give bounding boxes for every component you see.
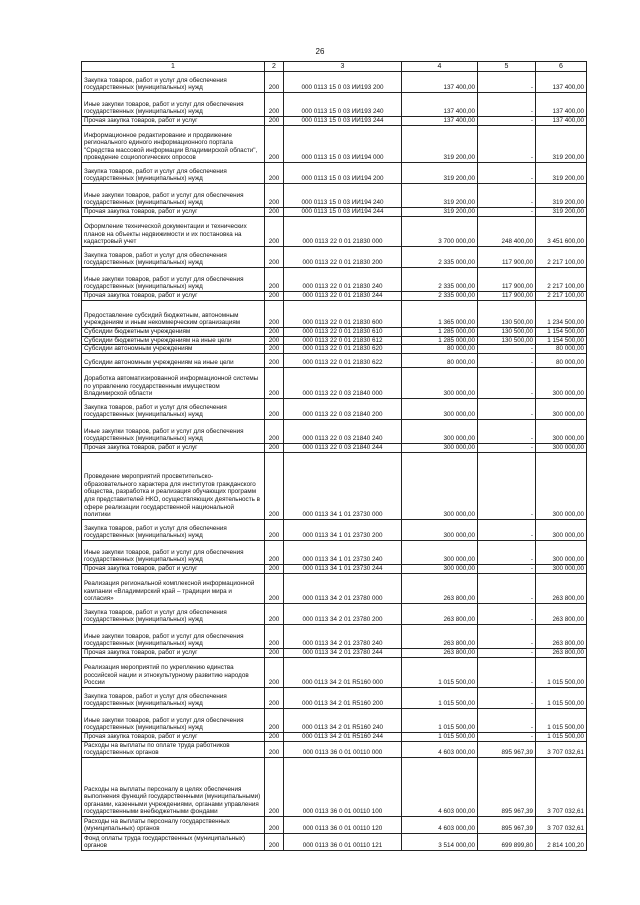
cell-description: Субсидии бюджетным учреждениям на иные цели	[82, 336, 265, 345]
cell-remaining-amount: 3 707 032,61	[536, 816, 587, 833]
cell-approved-amount: 319 200,00	[402, 208, 478, 217]
cell-description: Доработка автоматизированной информационной системы по управлению государственным имуществом Владимирской области	[82, 367, 265, 398]
cell-approved-amount: 263 800,00	[402, 648, 478, 657]
cell-executed-amount: -	[478, 657, 536, 687]
cell-remaining-amount: 1 015 500,00	[536, 687, 587, 708]
cell-remaining-amount: 319 200,00	[536, 184, 587, 208]
cell-budget-code: 000 0113 15 0 03 ИИ194 244	[284, 208, 402, 217]
table-row	[82, 540, 587, 564]
cell-executed-amount: -	[478, 519, 536, 540]
cell-approved-amount: 4 603 000,00	[402, 757, 478, 816]
table-row	[82, 419, 587, 443]
cell-approved-amount: 2 335 000,00	[402, 292, 478, 301]
cell-line-code: 200	[265, 336, 284, 345]
cell-approved-amount: 263 800,00	[402, 573, 478, 603]
cell-approved-amount: 263 800,00	[402, 624, 478, 648]
table-row	[82, 184, 587, 208]
cell-executed-amount: -	[478, 564, 536, 573]
table-row	[82, 126, 587, 163]
table-row	[82, 657, 587, 687]
cell-approved-amount: 137 400,00	[402, 93, 478, 117]
table-body	[82, 72, 587, 851]
cell-line-code: 200	[265, 292, 284, 301]
cell-remaining-amount: 137 400,00	[536, 72, 587, 93]
cell-remaining-amount: 80 000,00	[536, 345, 587, 354]
cell-description: Закупка товаров, работ и услуг для обеспечения государственных (муниципальных) нужд	[82, 398, 265, 419]
cell-line-code: 200	[265, 367, 284, 398]
table-row	[82, 519, 587, 540]
cell-remaining-amount: 300 000,00	[536, 519, 587, 540]
table-row	[82, 398, 587, 419]
cell-executed-amount: 117 900,00	[478, 247, 536, 268]
cell-line-code: 200	[265, 163, 284, 184]
header-col-3: 3	[284, 62, 402, 72]
cell-approved-amount: 1 285 000,00	[402, 328, 478, 337]
cell-remaining-amount: 300 000,00	[536, 398, 587, 419]
table-row	[82, 301, 587, 328]
cell-line-code: 200	[265, 117, 284, 126]
cell-remaining-amount: 1 154 500,00	[536, 336, 587, 345]
table-row	[82, 72, 587, 93]
cell-description: Прочая закупка товаров, работ и услуг	[82, 292, 265, 301]
cell-line-code: 200	[265, 217, 284, 247]
table-row	[82, 208, 587, 217]
table-row	[82, 217, 587, 247]
cell-line-code: 200	[265, 519, 284, 540]
cell-line-code: 200	[265, 93, 284, 117]
cell-executed-amount: -	[478, 184, 536, 208]
cell-approved-amount: 1 015 500,00	[402, 708, 478, 732]
cell-remaining-amount: 300 000,00	[536, 419, 587, 443]
cell-budget-code: 000 0113 34 2 01 R5160 244	[284, 732, 402, 741]
cell-budget-code: 000 0113 34 1 01 23730 240	[284, 540, 402, 564]
cell-budget-code: 000 0113 34 2 01 R5160 200	[284, 687, 402, 708]
cell-line-code: 200	[265, 657, 284, 687]
table-row	[82, 336, 587, 345]
cell-description: Прочая закупка товаров, работ и услуг	[82, 648, 265, 657]
cell-description: Прочая закупка товаров, работ и услуг	[82, 117, 265, 126]
cell-executed-amount: 895 967,39	[478, 816, 536, 833]
cell-executed-amount: 699 899,80	[478, 833, 536, 850]
cell-executed-amount: -	[478, 732, 536, 741]
table-row	[82, 648, 587, 657]
cell-remaining-amount: 319 200,00	[536, 208, 587, 217]
cell-budget-code: 000 0113 36 0 01 00110 100	[284, 757, 402, 816]
cell-executed-amount: -	[478, 367, 536, 398]
cell-budget-code: 000 0113 34 1 01 23730 000	[284, 452, 402, 519]
cell-budget-code: 000 0113 15 0 03 ИИ193 244	[284, 117, 402, 126]
cell-description: Фонд оплаты труда государственных (муниципальных) органов	[82, 833, 265, 850]
cell-executed-amount: 117 900,00	[478, 268, 536, 292]
cell-line-code: 200	[265, 732, 284, 741]
cell-approved-amount: 137 400,00	[402, 72, 478, 93]
cell-line-code: 200	[265, 398, 284, 419]
cell-remaining-amount: 300 000,00	[536, 452, 587, 519]
cell-executed-amount: 130 500,00	[478, 336, 536, 345]
cell-line-code: 200	[265, 833, 284, 850]
cell-approved-amount: 4 603 000,00	[402, 816, 478, 833]
cell-line-code: 200	[265, 208, 284, 217]
header-col-6: 6	[536, 62, 587, 72]
cell-budget-code: 000 0113 22 0 03 21840 200	[284, 398, 402, 419]
table-row	[82, 292, 587, 301]
cell-approved-amount: 80 000,00	[402, 345, 478, 354]
table-row	[82, 452, 587, 519]
cell-budget-code: 000 0113 22 0 01 21830 244	[284, 292, 402, 301]
cell-approved-amount: 319 200,00	[402, 184, 478, 208]
table-row	[82, 816, 587, 833]
cell-line-code: 200	[265, 757, 284, 816]
cell-approved-amount: 300 000,00	[402, 564, 478, 573]
cell-line-code: 200	[265, 603, 284, 624]
cell-line-code: 200	[265, 540, 284, 564]
cell-approved-amount: 1 015 500,00	[402, 657, 478, 687]
cell-description: Закупка товаров, работ и услуг для обеспечения государственных (муниципальных) нужд	[82, 687, 265, 708]
cell-executed-amount: -	[478, 443, 536, 452]
cell-description: Иные закупки товаров, работ и услуг для обеспечения государственных (муниципальных) нужд	[82, 708, 265, 732]
cell-remaining-amount: 2 217 100,00	[536, 292, 587, 301]
cell-executed-amount: 130 500,00	[478, 301, 536, 328]
table-row	[82, 345, 587, 354]
cell-line-code: 200	[265, 328, 284, 337]
cell-approved-amount: 1 365 000,00	[402, 301, 478, 328]
cell-approved-amount: 263 800,00	[402, 603, 478, 624]
cell-executed-amount: -	[478, 419, 536, 443]
cell-description: Расходы на выплаты персоналу государственных (муниципальных) органов	[82, 816, 265, 833]
cell-remaining-amount: 263 800,00	[536, 624, 587, 648]
cell-budget-code: 000 0113 22 0 03 21840 000	[284, 367, 402, 398]
cell-description: Информационное редактирование и продвижение регионального единого информационного портала "Средства массовой информации Владимирской области", проведение социологических опросов	[82, 126, 265, 163]
cell-budget-code: 000 0113 22 0 01 21830 622	[284, 353, 402, 367]
cell-remaining-amount: 1 154 500,00	[536, 328, 587, 337]
cell-remaining-amount: 3 451 600,00	[536, 217, 587, 247]
cell-description: Иные закупки товаров, работ и услуг для обеспечения государственных (муниципальных) нужд	[82, 419, 265, 443]
table-row	[82, 708, 587, 732]
cell-line-code: 200	[265, 624, 284, 648]
cell-budget-code: 000 0113 15 0 03 ИИ194 240	[284, 184, 402, 208]
cell-description: Предоставление субсидий бюджетным, автономным учреждениям и иным некоммерческим организациям	[82, 301, 265, 328]
cell-approved-amount: 4 603 000,00	[402, 741, 478, 757]
cell-executed-amount: -	[478, 687, 536, 708]
cell-line-code: 200	[265, 443, 284, 452]
cell-approved-amount: 3 514 000,00	[402, 833, 478, 850]
table-row	[82, 732, 587, 741]
cell-description: Расходы на выплаты по оплате труда работников государственных органов	[82, 741, 265, 757]
header-col-5: 5	[478, 62, 536, 72]
table-row	[82, 247, 587, 268]
cell-approved-amount: 300 000,00	[402, 443, 478, 452]
cell-line-code: 200	[265, 247, 284, 268]
cell-remaining-amount: 2 814 100,20	[536, 833, 587, 850]
cell-description: Иные закупки товаров, работ и услуг для обеспечения государственных (муниципальных) нужд	[82, 540, 265, 564]
cell-description: Проведение мероприятий просветительско-образовательного характера для институтов гражданского общества, разработка и реализация обучающих программ для представителей НКО, осуществляющих деятельность в сфере реализации государственной национальной политики	[82, 452, 265, 519]
cell-line-code: 200	[265, 353, 284, 367]
cell-executed-amount: -	[478, 398, 536, 419]
cell-approved-amount: 300 000,00	[402, 398, 478, 419]
cell-line-code: 200	[265, 687, 284, 708]
table-row	[82, 117, 587, 126]
cell-executed-amount: -	[478, 163, 536, 184]
cell-budget-code: 000 0113 22 0 03 21840 240	[284, 419, 402, 443]
cell-line-code: 200	[265, 564, 284, 573]
cell-description: Иные закупки товаров, работ и услуг для обеспечения государственных (муниципальных) нужд	[82, 624, 265, 648]
cell-budget-code: 000 0113 22 0 01 21830 600	[284, 301, 402, 328]
cell-approved-amount: 1 015 500,00	[402, 732, 478, 741]
table-row	[82, 93, 587, 117]
cell-remaining-amount: 263 800,00	[536, 603, 587, 624]
cell-executed-amount: -	[478, 72, 536, 93]
cell-remaining-amount: 319 200,00	[536, 126, 587, 163]
cell-remaining-amount: 1 015 500,00	[536, 657, 587, 687]
cell-executed-amount: 248 400,00	[478, 217, 536, 247]
cell-budget-code: 000 0113 15 0 03 ИИ194 000	[284, 126, 402, 163]
cell-description: Иные закупки товаров, работ и услуг для обеспечения государственных (муниципальных) нужд	[82, 184, 265, 208]
cell-budget-code: 000 0113 22 0 01 21830 612	[284, 336, 402, 345]
cell-description: Закупка товаров, работ и услуг для обеспечения государственных (муниципальных) нужд	[82, 72, 265, 93]
table-row	[82, 268, 587, 292]
cell-approved-amount: 2 335 000,00	[402, 268, 478, 292]
cell-approved-amount: 1 285 000,00	[402, 336, 478, 345]
cell-executed-amount: -	[478, 208, 536, 217]
cell-line-code: 200	[265, 126, 284, 163]
cell-budget-code: 000 0113 22 0 01 21830 610	[284, 328, 402, 337]
cell-description: Субсидии автономным учреждениям на иные цели	[82, 353, 265, 367]
cell-remaining-amount: 1 015 500,00	[536, 732, 587, 741]
cell-remaining-amount: 300 000,00	[536, 540, 587, 564]
cell-budget-code: 000 0113 36 0 01 00110 000	[284, 741, 402, 757]
cell-description: Субсидии автономным учреждениям	[82, 345, 265, 354]
cell-approved-amount: 300 000,00	[402, 519, 478, 540]
cell-line-code: 200	[265, 708, 284, 732]
cell-remaining-amount: 3 707 032,61	[536, 757, 587, 816]
cell-budget-code: 000 0113 36 0 01 00110 120	[284, 816, 402, 833]
cell-description: Прочая закупка товаров, работ и услуг	[82, 564, 265, 573]
cell-executed-amount: -	[478, 648, 536, 657]
cell-line-code: 200	[265, 72, 284, 93]
cell-line-code: 200	[265, 184, 284, 208]
cell-executed-amount: 117 900,00	[478, 292, 536, 301]
cell-remaining-amount: 80 000,00	[536, 353, 587, 367]
page-number: 26	[315, 47, 325, 56]
cell-approved-amount: 319 200,00	[402, 126, 478, 163]
cell-budget-code: 000 0113 34 2 01 23780 200	[284, 603, 402, 624]
cell-description: Закупка товаров, работ и услуг для обеспечения государственных (муниципальных) нужд	[82, 603, 265, 624]
cell-budget-code: 000 0113 22 0 01 21830 620	[284, 345, 402, 354]
cell-executed-amount: -	[478, 353, 536, 367]
cell-executed-amount: -	[478, 603, 536, 624]
cell-executed-amount: -	[478, 93, 536, 117]
cell-remaining-amount: 2 217 100,00	[536, 247, 587, 268]
cell-description: Закупка товаров, работ и услуг для обеспечения государственных (муниципальных) нужд	[82, 163, 265, 184]
cell-approved-amount: 300 000,00	[402, 540, 478, 564]
header-col-1: 1	[82, 62, 265, 72]
cell-budget-code: 000 0113 22 0 01 21830 200	[284, 247, 402, 268]
cell-approved-amount: 80 000,00	[402, 353, 478, 367]
table-row	[82, 328, 587, 337]
cell-line-code: 200	[265, 419, 284, 443]
cell-budget-code: 000 0113 15 0 03 ИИ193 240	[284, 93, 402, 117]
cell-description: Реализация региональной комплексной информационной кампании «Владимирский край – традиции мира и согласия»	[82, 573, 265, 603]
cell-remaining-amount: 137 400,00	[536, 117, 587, 126]
table-row	[82, 573, 587, 603]
cell-description: Реализация мероприятий по укреплению единства российской нации и этнокультурному развитию народов России	[82, 657, 265, 687]
cell-line-code: 200	[265, 741, 284, 757]
cell-budget-code: 000 0113 22 0 01 21830 000	[284, 217, 402, 247]
cell-budget-code: 000 0113 34 2 01 23780 244	[284, 648, 402, 657]
cell-executed-amount: 895 967,39	[478, 757, 536, 816]
cell-approved-amount: 3 700 000,00	[402, 217, 478, 247]
cell-line-code: 200	[265, 301, 284, 328]
cell-budget-code: 000 0113 15 0 03 ИИ193 200	[284, 72, 402, 93]
cell-approved-amount: 300 000,00	[402, 419, 478, 443]
cell-budget-code: 000 0113 34 1 01 23730 244	[284, 564, 402, 573]
cell-executed-amount: 895 967,39	[478, 741, 536, 757]
cell-description: Прочая закупка товаров, работ и услуг	[82, 443, 265, 452]
cell-executed-amount: -	[478, 708, 536, 732]
cell-description: Закупка товаров, работ и услуг для обеспечения государственных (муниципальных) нужд	[82, 519, 265, 540]
cell-remaining-amount: 1 015 500,00	[536, 708, 587, 732]
cell-budget-code: 000 0113 22 0 03 21840 244	[284, 443, 402, 452]
table-header	[82, 62, 587, 72]
table-row	[82, 624, 587, 648]
cell-executed-amount: -	[478, 452, 536, 519]
cell-line-code: 200	[265, 648, 284, 657]
table-row	[82, 367, 587, 398]
cell-line-code: 200	[265, 573, 284, 603]
cell-executed-amount: -	[478, 624, 536, 648]
table-row	[82, 353, 587, 367]
cell-approved-amount: 137 400,00	[402, 117, 478, 126]
cell-approved-amount: 2 335 000,00	[402, 247, 478, 268]
cell-budget-code: 000 0113 34 1 01 23730 200	[284, 519, 402, 540]
cell-line-code: 200	[265, 345, 284, 354]
cell-description: Закупка товаров, работ и услуг для обеспечения государственных (муниципальных) нужд	[82, 247, 265, 268]
cell-line-code: 200	[265, 452, 284, 519]
cell-remaining-amount: 137 400,00	[536, 93, 587, 117]
cell-description: Оформление технической документации и технических планов на объекты недвижимости и их постановка на кадастровый учет	[82, 217, 265, 247]
cell-budget-code: 000 0113 34 2 01 R5160 000	[284, 657, 402, 687]
table-row	[82, 741, 587, 757]
cell-budget-code: 000 0113 36 0 01 00110 121	[284, 833, 402, 850]
cell-approved-amount: 300 000,00	[402, 452, 478, 519]
cell-executed-amount: -	[478, 540, 536, 564]
cell-executed-amount: -	[478, 573, 536, 603]
budget-table	[81, 61, 587, 851]
cell-executed-amount: -	[478, 126, 536, 163]
cell-description: Прочая закупка товаров, работ и услуг	[82, 732, 265, 741]
cell-line-code: 200	[265, 268, 284, 292]
cell-budget-code: 000 0113 34 2 01 R5160 240	[284, 708, 402, 732]
cell-description: Прочая закупка товаров, работ и услуг	[82, 208, 265, 217]
cell-approved-amount: 300 000,00	[402, 367, 478, 398]
cell-remaining-amount: 2 217 100,00	[536, 268, 587, 292]
cell-description: Иные закупки товаров, работ и услуг для обеспечения государственных (муниципальных) нужд	[82, 93, 265, 117]
table-row	[82, 443, 587, 452]
table-row	[82, 603, 587, 624]
cell-remaining-amount: 263 800,00	[536, 648, 587, 657]
table-row	[82, 687, 587, 708]
cell-remaining-amount: 300 000,00	[536, 367, 587, 398]
header-col-4: 4	[402, 62, 478, 72]
cell-description: Субсидии бюджетным учреждениям	[82, 328, 265, 337]
cell-description: Расходы на выплаты персоналу в целях обеспечения выполнения функций государственными (муниципальными) органами, казенными учреждениями, органами управления государственными внебюджетными фондами	[82, 757, 265, 816]
table-row	[82, 564, 587, 573]
table-row	[82, 163, 587, 184]
cell-executed-amount: 130 500,00	[478, 328, 536, 337]
cell-remaining-amount: 263 800,00	[536, 573, 587, 603]
cell-budget-code: 000 0113 22 0 01 21830 240	[284, 268, 402, 292]
cell-approved-amount: 319 200,00	[402, 163, 478, 184]
cell-executed-amount: -	[478, 345, 536, 354]
cell-description: Иные закупки товаров, работ и услуг для обеспечения государственных (муниципальных) нужд	[82, 268, 265, 292]
cell-line-code: 200	[265, 816, 284, 833]
table-row	[82, 757, 587, 816]
cell-budget-code: 000 0113 34 2 01 23780 240	[284, 624, 402, 648]
cell-remaining-amount: 1 234 500,00	[536, 301, 587, 328]
cell-remaining-amount: 3 707 032,61	[536, 741, 587, 757]
cell-remaining-amount: 300 000,00	[536, 564, 587, 573]
cell-budget-code: 000 0113 34 2 01 23780 000	[284, 573, 402, 603]
cell-budget-code: 000 0113 15 0 03 ИИ194 200	[284, 163, 402, 184]
cell-approved-amount: 1 015 500,00	[402, 687, 478, 708]
cell-executed-amount: -	[478, 117, 536, 126]
cell-remaining-amount: 319 200,00	[536, 163, 587, 184]
header-col-2: 2	[265, 62, 284, 72]
table-row	[82, 833, 587, 850]
cell-remaining-amount: 300 000,00	[536, 443, 587, 452]
